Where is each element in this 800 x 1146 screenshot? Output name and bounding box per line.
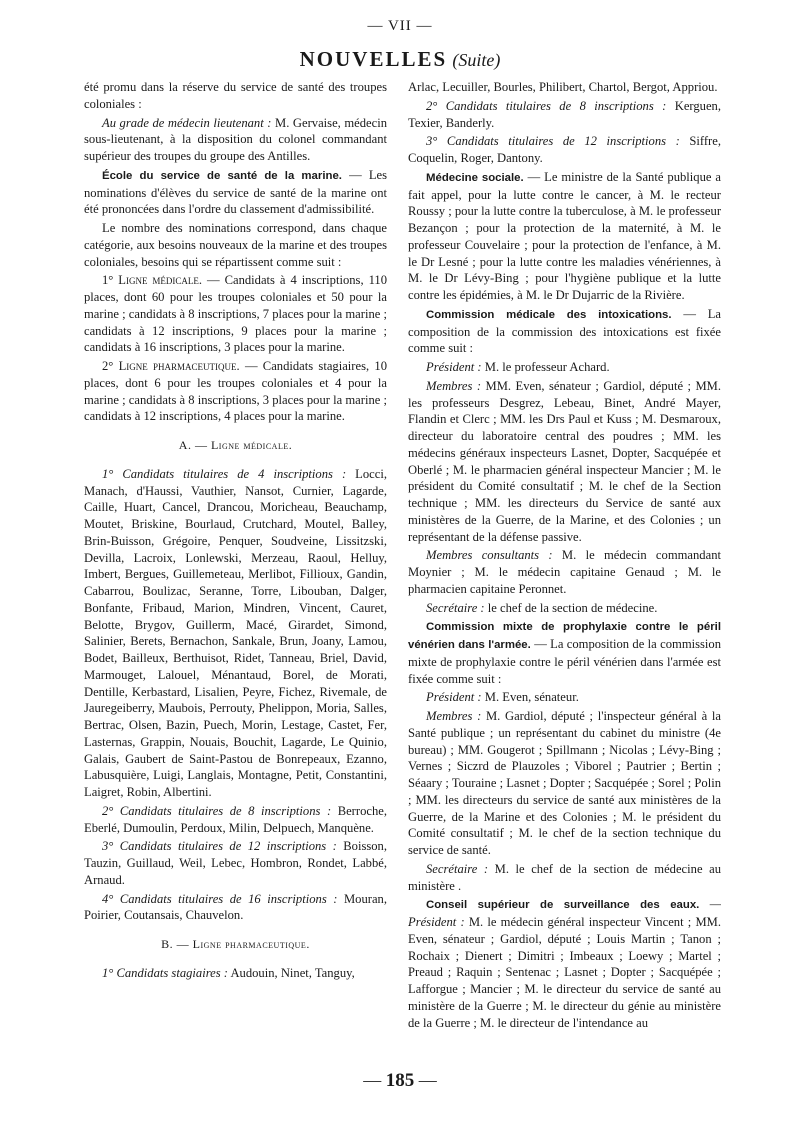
section-heading: Médecine sociale. <box>426 171 524 184</box>
paragraph-text: M. le chef de la section de médecine au ministère . <box>408 861 721 893</box>
page-footer <box>0 1070 800 1092</box>
paragraph <box>408 133 721 167</box>
paragraph-text: M. Gardiol, député ; l'inspecteur général à la Santé publique ; un représentant du cabinet du ministre (4e bureau) ; MM. Gougerot ; Spillmann ; Nicolas ; Lévy-Bing ; Vernes ; Siczrd de Plauzoles ; Viborel ; Pautrier ; Bertin ; Séaary ; Touraine ; Lasnet ; Dopter ; Sacquépée ; Sorel ; Polin ; MM. les directeurs du service de santé aux ministères de la Guerre, de la Marine et des Colonies ; M. le président du Comité consultatif ; M. le chef de la section technique du service de santé. <box>408 709 721 857</box>
paragraph-label: Membres : <box>426 709 482 723</box>
paragraph-label: 1° Candidats stagiaires : <box>102 965 228 980</box>
paragraph-text: M. Even, sénateur. <box>484 690 579 705</box>
paragraph-label: Membres : <box>426 378 482 393</box>
footer-dash: — <box>363 1070 386 1090</box>
paragraph <box>408 861 721 895</box>
paragraph <box>84 358 387 425</box>
paragraph <box>84 803 387 837</box>
left-column <box>84 79 387 984</box>
paragraph <box>408 359 721 376</box>
paragraph <box>408 378 721 546</box>
paragraph-text: Mouran, Poirier, Coutansais, Chauvelon. <box>84 891 387 923</box>
paragraph-text: Audouin, Ninet, Tanguy, <box>230 965 355 980</box>
footer-dash: — <box>414 1070 437 1090</box>
paragraph-text: M. le médecin général inspecteur Vincent ; MM. Even, sénateur ; Gardiol, député ; Louis Martin ; Tanon ; Rochaix ; Dienert ; Dimitri ; Imbeaux ; Loewy ; Martel ; Preaud ; Raquin ; Sentenac ; Lasnet ; Dopter ; Sacquépée ; Lafforgue ; Mancier ; M. le directeur du service de santé au ministère de la Guerre ; M. le directeur du génie au ministère de la Guerre ; M. le directeur de l'intendance au <box>408 915 721 1030</box>
paragraph-text: — Les nominations d'élèves du service de santé de la marine ont été prononcées dans l'ordre du classement d'admissibilité. <box>84 167 387 217</box>
paragraph <box>84 891 387 925</box>
paragraph-text: — Le ministre de la Santé publique a fait appel, pour la lutte contre le cancer, à M. le recteur Roussy ; pour la lutte contre la tuberculose, à M. le professeur Bezançon ; pour la protection de la maternité, à M. le professeur Couvelaire ; pour la protection de l'enfance, à M. le Dr Lesné ; pour la lutte contre les maladies vénériennes, à M. le Dr Lévy-Bing ; pour l'hygiène publique et la lutte contre les épidémies, à M. le Dr Dujarric de la Rivière. <box>408 169 721 302</box>
paragraph <box>408 618 721 687</box>
paragraph-text: Siffre, Coquelin, Roger, Dantony. <box>408 134 721 165</box>
paragraph: Arlac, Lecuiller, Bourles, Philibert, Chartol, Bergot, Appriou. <box>408 80 718 94</box>
paragraph <box>408 169 721 304</box>
paragraph-label: 3° Candidats titulaires de 12 inscriptions : <box>102 839 337 854</box>
paragraph <box>408 689 721 706</box>
paragraph-text: — La composition de la commission mixte de prophylaxie contre le péril vénérien dans l'armée est fixée comme suit : <box>408 637 721 686</box>
title-main: NOUVELLES <box>299 47 448 71</box>
paragraph <box>84 167 387 218</box>
paragraph-label: — Président : <box>408 897 721 929</box>
paragraph <box>84 965 387 982</box>
paragraph-text: — Candidats stagiaires, 10 places, dont 6 pour les troupes coloniales et 4 pour la marine ; candidats à 8 inscriptions, 3 places pour la marine ; candidats à 12 inscriptions, 4 places pour la marine. <box>84 359 387 424</box>
paragraph <box>408 600 721 617</box>
paragraph-label: Membres consultants : <box>426 548 553 563</box>
section-heading: Commission médicale des intoxications. <box>426 308 672 321</box>
paragraph-text: le chef de la section de médecine. <box>487 600 658 615</box>
subsection-heading: B. — Ligne pharmaceutique. <box>161 937 310 951</box>
paragraph-label: Secrétaire : <box>426 600 485 615</box>
paragraph-text: Locci, Manach, d'Haussi, Vauthier, Nansot, Curnier, Lagarde, Caille, Huart, Cancel, Drancou, Moricheau, Beauchamp, Moutet, Briskine, Bourlaud, Crutchard, Moutel, Balley, Brin-Buisson, Grégoire, Penquer, Soudveine, Lissitzski, Devilla, Lacroix, Lonlewski, Merzeau, Raoul, Helluy, Imbert, Bergues, Guillemeteau, Merlibot, Fillioux, Gandin, Cabarrou, Boulizac, Seranne, Torre, Libouban, Dalger, Bonfante, Fribaud, Marion, Mindren, Vincent, Cauret, Belotte, Brygov, Guillerm, Macé, Girardet, Simond, Salinier, Berets, Bernachon, Sankale, Brun, Joany, Lamou, Bodet, Bailleux, Berthuisot, Ridet, Tanneau, Briel, David, Marmouget, Lalouel, Ménantaud, Borel, de Morati, Dentille, Kerbastard, Lisalien, Peyre, Fichez, Rivemale, de Jauregeiberry, Maubois, Perrouty, Phelippon, Moria, Salles, Bertrac, Olsen, Bazin, Puech, Morin, Lestage, Castet, Fer, Lasternas, Grappin, Nouais, Bouchit, Lagarde, Le Quinio, Galais, Gaubert de Saint-Pastou de Bonrepeaux, Ezanno, Labusquière, Luigi, Langlais, Montagne, Petit, Constantini, Laigret, Robin, Albertini. <box>84 466 387 799</box>
paragraph-label: Président : <box>426 690 482 705</box>
roman-page-number: — VII — <box>367 18 433 34</box>
paragraph-text: — La composition de la commission des intoxications est fixée comme suit : <box>408 306 721 356</box>
paragraph-text: Kerguen, Texier, Banderly. <box>408 98 721 130</box>
paragraph <box>84 272 387 356</box>
paragraph-text: Boisson, Tauzin, Guillaud, Weil, Lebec, Hombron, Rondet, Labbé, Arnaud. <box>84 839 387 887</box>
section-heading: Commission mixte de prophylaxie contre le péril vénérien dans l'armée. <box>408 621 721 651</box>
paragraph-label: 4° Candidats titulaires de 16 inscriptions : <box>102 891 338 906</box>
paragraph-text: M. le professeur Achard. <box>484 360 610 374</box>
section-heading: École du service de santé de la marine. <box>102 169 342 182</box>
section-heading: Conseil supérieur de surveillance des eaux. <box>426 899 700 912</box>
paragraph-label: Président : <box>426 360 482 374</box>
paragraph-label: 2° Ligne pharmaceutique. <box>102 359 240 373</box>
right-column <box>408 79 721 1033</box>
page-title <box>0 46 800 73</box>
paragraph-label: 1° Candidats titulaires de 4 inscriptions : <box>102 466 347 481</box>
subsection-heading: A. — Ligne médicale. <box>178 438 293 452</box>
paragraph: Le nombre des nominations correspond, dans chaque catégorie, aux besoins nouveaux de la marine et des troupes coloniales, besoins qui se répartissent comme suit : <box>84 221 387 269</box>
paragraph <box>84 838 387 888</box>
paragraph <box>408 306 721 357</box>
paragraph <box>408 98 721 132</box>
paragraph <box>408 896 721 1031</box>
paragraph-text: M. Gervaise, médecin sous-lieutenant, à la disposition du colonel commandant supérieur des troupes du groupe des Antilles. <box>84 115 387 163</box>
paragraph <box>408 547 721 597</box>
paragraph-text: MM. Even, sénateur ; Gardiol, député ; MM. les professeurs Desgrez, Lebeau, Binet, André Mayer, Flandin et Clerc ; MM. les Drs Paul et Kuss ; M. Desmaroux, directeur du laboratoire central des poudres ; MM. les médecins généraux inspecteurs Lasnet, Dopter, Sacquépée et Oberlé ; M. le pharmacien général inspecteur Mancier ; M. le président du Comité consultatif ; M. le chef de la Section technique ; MM. les directeurs du Service de santé aux ministères de la Guerre, de la Marine, et des Colonies ; un représentant de la défense passive. <box>408 378 721 544</box>
paragraph-label: Au grade de médecin lieutenant : <box>102 115 272 130</box>
paragraph: été promu dans la réserve du service de santé des troupes coloniales : <box>84 80 387 111</box>
paragraph-label: 2° Candidats titulaires de 8 inscriptions : <box>102 803 332 818</box>
paragraph-text: Berroche, Eberlé, Dumoulin, Perdoux, Milin, Delpuech, Manquène. <box>84 803 387 835</box>
paragraph <box>408 708 721 859</box>
paragraph <box>84 115 387 165</box>
page-number: 185 <box>385 1070 415 1091</box>
title-suffix: (Suite) <box>452 50 501 70</box>
paragraph <box>84 466 387 801</box>
paragraph-text: M. le médecin commandant Moynier ; M. le médecin capitaine Genaud ; M. le pharmacien capitaine Peronnet. <box>408 548 721 596</box>
paragraph-label: 3° Candidats titulaires de 12 inscriptions : <box>426 134 680 149</box>
paragraph-label: Secrétaire : <box>426 861 489 876</box>
paragraph-label: 1° Ligne médicale. <box>102 273 203 288</box>
paragraph-label: 2° Candidats titulaires de 8 inscriptions : <box>426 98 667 113</box>
paragraph-text: — Candidats à 4 inscriptions, 110 places, dont 60 pour les troupes coloniales et 50 pour la marine ; candidats à 8 inscriptions, 7 places pour la marine ; candidats à 12 inscriptions, 9 places pour la marine ; candidats à 16 inscriptions, 3 places pour la marine. <box>84 273 387 355</box>
